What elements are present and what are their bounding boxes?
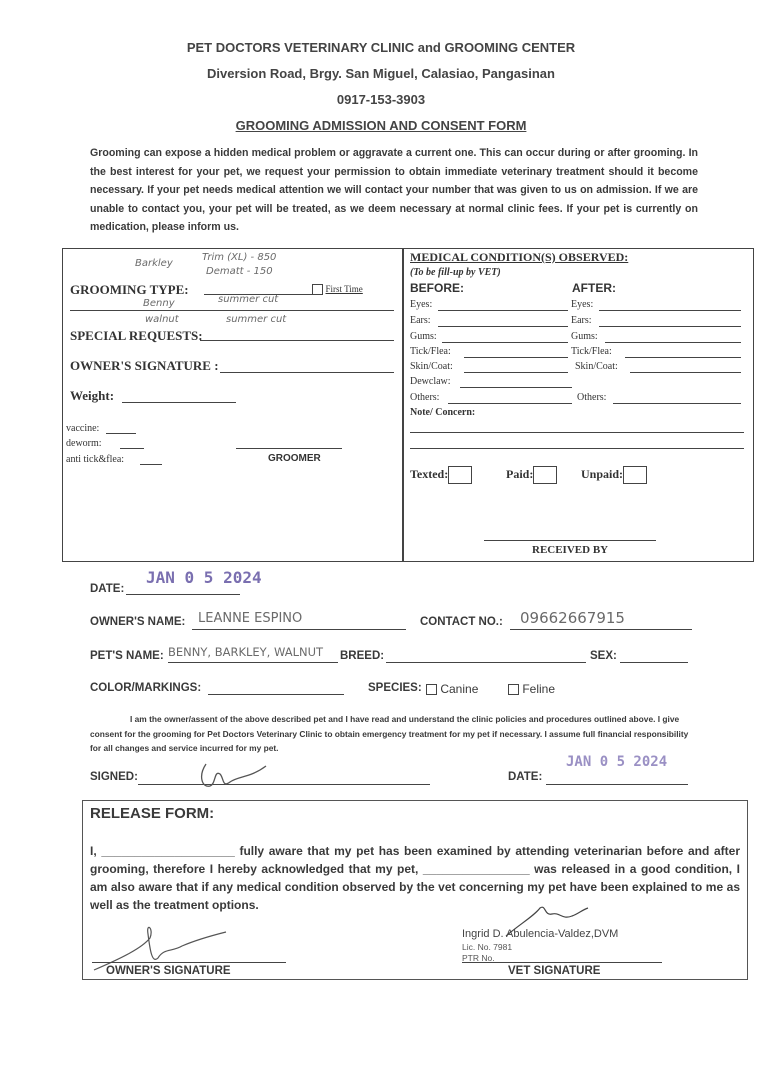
owner-signature-scribble-icon [196,758,276,792]
form-title: GROOMING ADMISSION AND CONSENT FORM [235,118,527,133]
feline-checkbox[interactable] [508,684,519,695]
consent-date-label: DATE: [508,771,543,783]
skincoat-before-label: Skin/Coat: [410,361,453,372]
intro-paragraph: Grooming can expose a hidden medical problem or aggravate a current one. This can occur during or after grooming. In the best interest for your pet, we request your permission to obtain immediate veterinary treatment should it become necessary. If your pet needs medical attention we will contact your number that was given to us on admission. If we are unable to contact you, your pet will be treated, as we deem necessary at normal clinic fees. If your pet is currently on medication, please inform us. [90,147,698,233]
first-time-checkbox[interactable] [312,284,363,295]
owner-release-signature-line[interactable] [92,962,286,963]
paid-field[interactable] [506,466,557,484]
weight-line[interactable] [122,402,236,403]
species-label: SPECIES: [368,682,422,694]
owner-release-signature-label: OWNER'S SIGNATURE [106,965,231,977]
grooming-type-line-2[interactable] [70,310,394,311]
grooming-type-label: GROOMING TYPE: [70,282,189,297]
color-label: COLOR/MARKINGS: [90,682,202,694]
skincoat-after-line[interactable] [630,372,741,373]
clinic-address: Diversion Road, Brgy. San Miguel, Calasiao, Pangasinan [207,66,555,81]
ears-after-line[interactable] [599,326,741,327]
special-requests-line[interactable] [200,340,394,341]
release-title: RELEASE FORM: [90,805,215,822]
skincoat-after-label: Skin/Coat: [575,361,618,372]
date-stamp: JAN 0 5 2024 [146,568,262,587]
after-label: AFTER: [572,281,616,295]
deworm-line[interactable] [120,448,144,449]
consent-date-stamp: JAN 0 5 2024 [566,754,668,770]
owner-name-line[interactable] [192,629,406,630]
date-label: DATE: [90,583,125,595]
medical-subtitle: (To be fill-up by VET) [410,267,501,278]
groomer-line[interactable] [236,448,342,449]
others-before-label: Others: [410,392,440,403]
date-line[interactable] [126,594,240,595]
owner-name-value: LEANNE ESPINO [198,611,303,626]
feline-label: Feline [522,682,556,696]
handwritten-service-3: summer cut [218,294,279,305]
species-canine-option[interactable] [426,682,478,696]
before-label: BEFORE: [410,281,464,295]
canine-label: Canine [440,682,479,696]
box-divider [402,248,404,561]
handwritten-pet-2: Benny [143,298,175,309]
antitick-line[interactable] [140,464,162,465]
eyes-before-line[interactable] [438,310,568,311]
eyes-before-label: Eyes: [410,299,433,310]
dewclaw-line[interactable] [460,387,572,388]
groomer-label: GROOMER [268,453,321,464]
eyes-after-label: Eyes: [571,299,594,310]
vet-name: Ingrid D. Abulencia-Valdez,DVM [462,928,619,940]
checkbox-icon[interactable] [312,284,323,295]
paid-checkbox[interactable] [533,466,557,484]
consent-text: I am the owner/assent of the above described pet and I have read and understand the clinic policies and procedures outlined above. I give consent for the grooming for Pet Doctors Veterinary Clinic to obtain emergency treatment for my pet if necessary. I assume full financial responsibility for all changes and service incurred for my pet. [90,714,689,753]
vet-ptr: PTR No. [462,953,495,963]
unpaid-field[interactable] [581,466,647,484]
color-line[interactable] [208,694,344,695]
texted-field[interactable] [410,466,472,484]
vaccine-line[interactable] [106,433,136,434]
vet-signature-label: VET SIGNATURE [508,965,601,977]
gums-after-label: Gums: [571,331,598,342]
vaccine-label: vaccine: [66,423,100,434]
handwritten-service-4: summer cut [226,314,287,325]
dewclaw-label: Dewclaw: [410,376,451,387]
unpaid-label: Unpaid: [581,466,624,481]
handwritten-service-2: Dematt - 150 [206,266,273,277]
deworm-label: deworm: [66,438,102,449]
contact-line[interactable] [510,629,692,630]
tickflea-after-line[interactable] [625,357,741,358]
note-line-1[interactable] [410,432,744,433]
antitick-label: anti tick&flea: [66,454,125,465]
tickflea-before-label: Tick/Flea: [410,346,451,357]
owner-signature-line[interactable] [220,372,394,373]
pet-name-line[interactable] [168,662,338,663]
owner-signature-label: OWNER'S SIGNATURE : [70,358,219,373]
handwritten-pet-3: walnut [145,314,179,325]
ears-after-label: Ears: [571,315,592,326]
signed-label: SIGNED: [90,771,138,783]
gums-before-label: Gums: [410,331,437,342]
gums-before-line[interactable] [442,342,568,343]
breed-line[interactable] [386,662,586,663]
received-by-label: RECEIVED BY [532,544,609,556]
special-requests-label: SPECIAL REQUESTS: [70,328,203,343]
note-line-2[interactable] [410,448,744,449]
ears-before-line[interactable] [438,326,568,327]
contact-label: CONTACT NO.: [420,616,503,628]
pet-name-value: BENNY, BARKLEY, WALNUT [168,645,324,659]
clinic-phone: 0917-153-3903 [336,92,426,107]
species-feline-option[interactable] [508,682,555,696]
first-time-label: First Time [325,284,363,294]
ears-before-label: Ears: [410,315,431,326]
breed-label: BREED: [340,650,385,662]
note-label: Note/ Concern: [410,407,476,418]
others-before-line[interactable] [448,403,572,404]
weight-label: Weight: [70,388,115,403]
canine-checkbox[interactable] [426,684,437,695]
handwritten-service-1: Trim (XL) - 850 [202,252,277,263]
release-paragraph: I, ____________________ fully aware that my pet has been examined by attending veterinarian before and after grooming, therefore I hereby acknowledged that my pet, ________________ was released in a good condition, I am also aware that if any medical condition observed by the vet concerning my pet have been explained to me as well as the treatment options. [90,844,740,912]
vet-license: Lic. No. 7981 [462,942,513,952]
handwritten-pet-1: Barkley [135,258,173,269]
consent-date-line[interactable] [546,784,688,785]
vet-signature-line[interactable] [462,962,662,963]
gums-after-line[interactable] [605,342,741,343]
skincoat-before-line[interactable] [464,372,568,373]
others-after-line[interactable] [613,403,741,404]
signed-line[interactable] [138,784,430,785]
owner-name-label: OWNER'S NAME: [90,616,186,628]
clinic-name: PET DOCTORS VETERINARY CLINIC and GROOMING CENTER [186,40,576,55]
sex-line[interactable] [620,662,688,663]
texted-label: Texted: [410,466,449,481]
medical-title: MEDICAL CONDITION(S) OBSERVED: [410,250,629,264]
pet-name-label: PET'S NAME: [90,650,164,662]
sex-label: SEX: [590,650,617,662]
received-by-line[interactable] [484,540,656,541]
texted-checkbox[interactable] [448,466,472,484]
tickflea-before-line[interactable] [464,357,568,358]
unpaid-checkbox[interactable] [623,466,647,484]
others-after-label: Others: [577,392,607,403]
tickflea-after-label: Tick/Flea: [571,346,612,357]
contact-value: 09662667915 [520,609,625,627]
eyes-after-line[interactable] [599,310,741,311]
paid-label: Paid: [506,466,534,481]
